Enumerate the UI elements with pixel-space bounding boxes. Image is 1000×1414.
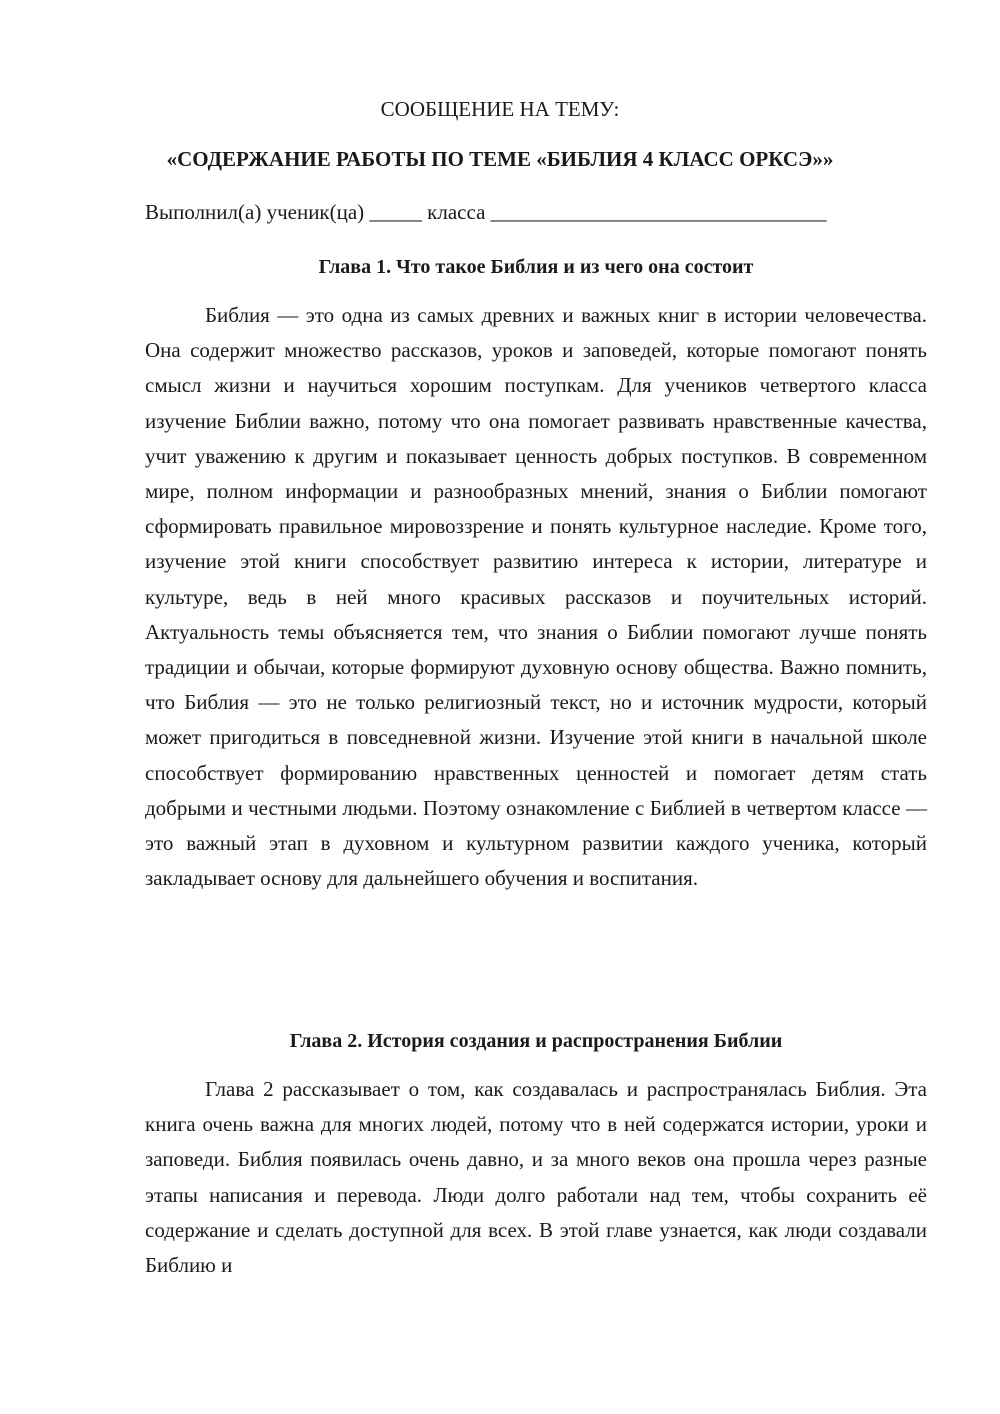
document-title-top: СООБЩЕНИЕ НА ТЕМУ: xyxy=(380,97,620,121)
chapter-2-text: Глава 2 рассказывает о том, как создавалась и распространялась Библия. Эта книга очень важна для многих людей, потому что в ней содержатся истории, уроки и заповеди. Библия появилась очень давно, и за много веков она прошла через разные этапы написания и перевода. Люди долго работали над тем, чтобы сохранить её содержание и сделать доступной для всех. В этой главе узнается, как люди создавали Библию и xyxy=(145,1077,927,1278)
chapter-2-heading: Глава 2. История создания и распространения Библии xyxy=(289,1030,783,1052)
performer-line: Выполнил(а) ученик(ца) _____ класса ________________________________ xyxy=(145,200,827,224)
chapter-1-heading: Глава 1. Что такое Библия и из чего она состоит xyxy=(318,256,754,278)
document-title-main: «СОДЕРЖАНИЕ РАБОТЫ ПО ТЕМЕ «БИБЛИЯ 4 КЛАСС ОРКСЭ»» xyxy=(166,147,834,171)
chapter-1-text: Библия — это одна из самых древних и важных книг в истории человечества. Она содержит множество рассказов, уроков и заповедей, которые помогают понять смысл жизни и научиться хорошим поступкам. Для учеников четвертого класса изучение Библии важно, потому что она помогает развивать нравственные качества, учит уважению к другим и показывает ценность добрых поступков. В современном мире, полном информации и разнообразных мнений, знания о Библии помогают сформировать правильное мировоззрение и понять культурное наследие. Кроме того, изучение этой книги способствует развитию интереса к истории, литературе и культуре, ведь в ней много красивых рассказов и поучительных историй. Актуальность темы объясняется тем, что знания о Библии помогают лучше понять традиции и обычаи, которые формируют духовную основу общества. Важно помнить, что Библия — это не только религиозный текст, но и источник мудрости, который может пригодиться в повседневной жизни. Изучение этой книги в начальной школе способствует формированию нравственных ценностей и помогает детям стать добрыми и честными людьми. Поэтому ознакомление с Библией в четвертом классе — это важный этап в духовном и культурном развитии каждого ученика, который закладывает основу для дальнейшего обучения и воспитания. xyxy=(145,303,927,891)
